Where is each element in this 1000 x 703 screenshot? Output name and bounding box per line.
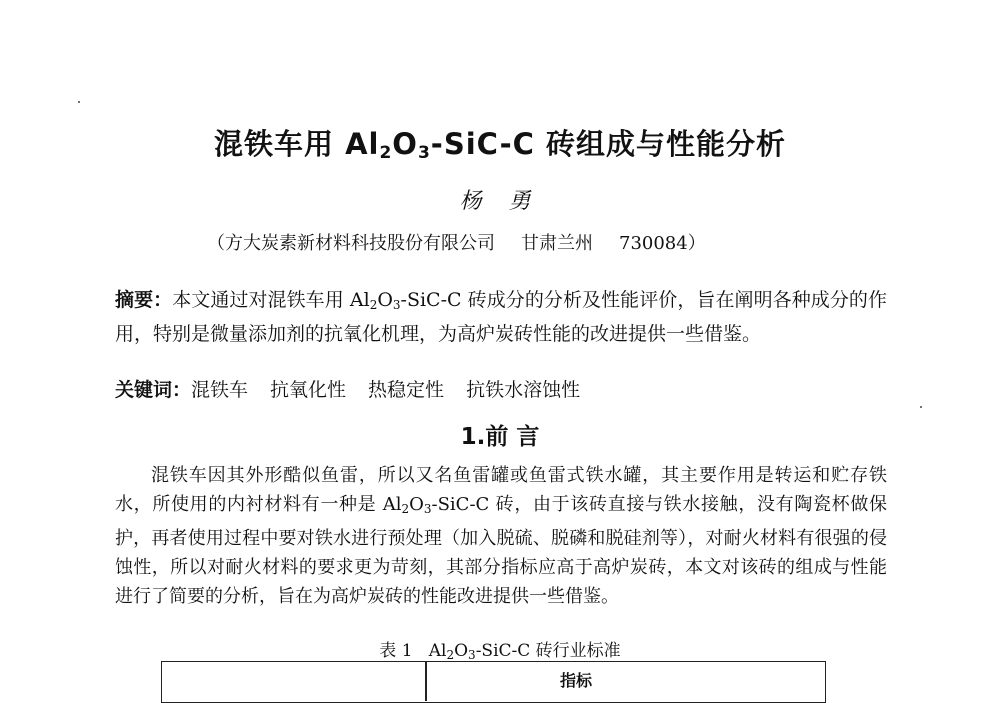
abstract-label: 摘要： <box>115 289 173 311</box>
keyword-item: 热稳定性 <box>368 379 445 401</box>
table-caption: 表 1 $Al_2O_3-SiC-C$ 砖行业标准 <box>379 641 621 662</box>
table-column-divider <box>425 661 427 701</box>
affiliation-org: 方大炭素新材料科技股份有限公司 <box>225 233 495 254</box>
keywords <box>115 375 602 402</box>
paper-title: 混铁车用 $Al_2O_3-SiC-C$ 砖组成与性能分析 <box>213 127 787 163</box>
keywords-label: 关键词： <box>115 379 192 401</box>
table-frame <box>161 661 826 703</box>
affiliation-place: 甘肃兰州 <box>521 233 593 254</box>
table-header-cell: 指标 <box>560 671 593 690</box>
keyword-item: 抗氧化性 <box>270 379 347 401</box>
section-heading: 1.前 言 <box>460 424 540 450</box>
keyword-item: 抗铁水溶蚀性 <box>466 379 581 401</box>
body-paragraph: 混铁车因其外形酷似鱼雷，所以又名鱼雷罐或鱼雷式铁水罐，其主要作用是转运和贮存铁水，所使用的内衬材料有一种是 $Al_2O_3-SiC-C$ 砖，由于该砖直接与铁水接触，没有陶瓷杯做保护，再者使用过程中要对铁水进行预处理（加入脱硫、脱磷和脱硅剂等），对耐火材料有很强的侵蚀性，所以对耐火材料的要求更为苛刻，其部分指标应高于高炉炭砖，本文对该砖的组成与性能进行了简要的分析，旨在为高炉炭砖的性能改进提供一些借鉴。 <box>115 465 887 607</box>
author-name: 杨 勇 <box>459 189 541 214</box>
abstract: 摘要：本文通过对混铁车用 $Al_2O_3-SiC-C$ 砖成分的分析及性能评价，旨在阐明各种成分的作用，特别是微量添加剂的抗氧化机理，为高炉炭砖性能的改进提供一些借鉴。 <box>115 289 887 345</box>
affiliation-postcode: 730084 <box>619 233 688 254</box>
keyword-item: 混铁车 <box>191 379 249 401</box>
scan-speck <box>78 101 80 103</box>
scan-speck <box>920 406 922 408</box>
affiliation: （方大炭素新材料科技股份有限公司 甘肃兰州 730084） <box>207 233 706 254</box>
